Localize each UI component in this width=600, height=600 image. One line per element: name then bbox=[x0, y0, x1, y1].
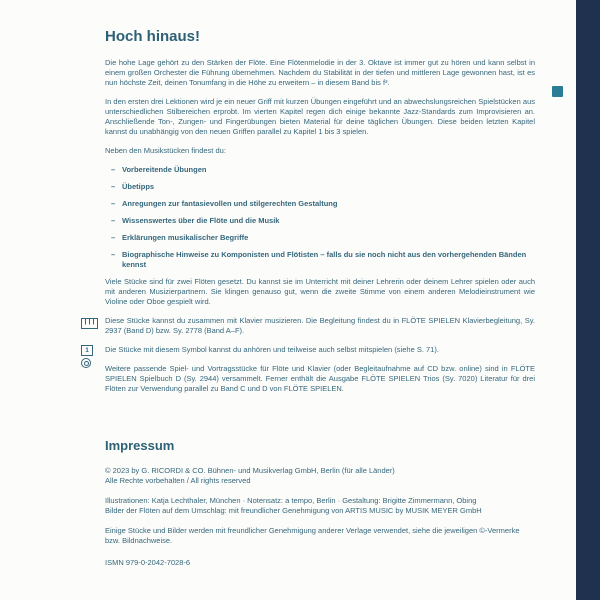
ismn-number: ISMN 979-0-2042-7028-6 bbox=[105, 558, 191, 567]
intro-paragraph-2: In den ersten drei Lektionen wird je ein neuer Griff mit kurzen Übungen eingeführt und an abwechslungsreichen Spielstücken aus unterschiedlichen Stilbereichen erprobt. Im vierten Kapitel regen dich einige bekannte Jazz-Standards zum Improvisieren an. Anschließende Ton-, Zungen- und Fingerübungen bieten Material für deine täglichen Übungen. Diese beiden letzten Kapitel kannst du unabhängig von den neuen Griffen parallel zu Kapitel 1 bis 3 spielen. bbox=[105, 97, 535, 136]
list-item-label: Übetipps bbox=[122, 182, 155, 191]
list-item-label: Erklärungen musikalischer Begriffe bbox=[122, 233, 249, 242]
cd-disc-icon bbox=[81, 358, 91, 368]
list-item bbox=[111, 216, 535, 226]
permissions-block bbox=[105, 526, 535, 546]
list-item bbox=[111, 233, 535, 243]
rights-line: Alle Rechte vorbehalten / All rights reserved bbox=[105, 476, 251, 485]
credits-block bbox=[105, 496, 535, 516]
dash-bullet-icon: – bbox=[111, 216, 116, 225]
page-content bbox=[85, 28, 535, 568]
further-editions-paragraph: Weitere passende Spiel- und Vortragsstücke für Flöte und Klavier (oder Begleitaufnahme auf CD bzw. online) sind in FLÖTE SPIELEN Spielbuch D (Sy. 2944) versammelt. Ferner enthält die Ausgabe FLÖTE SPIELEN Trios (Sy. 7020) Literatur für drei Flöten zur Verwendung parallel zu Band C und D von FLÖTE SPIELEN. bbox=[105, 364, 535, 393]
list-item-label: Anregungen zur fantasievollen und stilgerechten Gestaltung bbox=[122, 199, 338, 208]
cd-note-row bbox=[85, 345, 535, 355]
feature-list bbox=[111, 165, 535, 270]
impressum-title: Impressum bbox=[105, 438, 175, 453]
credits-line-2: Bilder der Flöten auf dem Umschlag: mit freundlicher Genehmigung von ARTIS MUSIC by MUSIK MEYER GmbH bbox=[105, 506, 482, 515]
intro-paragraph-1: Die hohe Lage gehört zu den Stärken der Flöte. Eine Flötenmelodie in der 3. Oktave ist immer gut zu hören und kann selbst in einem großen Orchester die Führung übernehmen. Nachdem du Stabilität in der tiefen und mittleren Lage gewonnen hast, ist es nun höchste Zeit, deinen Tonumfang in die Höhe zu erweitern – in diesem Band bis f³. bbox=[105, 58, 535, 87]
dash-bullet-icon: – bbox=[111, 182, 116, 191]
list-item bbox=[111, 250, 535, 270]
cd-note-text: Die Stücke mit diesem Symbol kannst du anhören und teilweise auch selbst mitspielen (siehe S. 71). bbox=[105, 345, 439, 354]
piano-note-text: Diese Stücke kannst du zusammen mit Klavier musizieren. Die Begleitung findest du in FLÖTE SPIELEN Klavierbegleitung, Sy. 2937 (Band D) bzw. Sy. 2778 (Band A–F). bbox=[105, 316, 535, 335]
cd-track-number: 1 bbox=[81, 345, 93, 356]
dash-bullet-icon: – bbox=[111, 233, 116, 242]
list-item bbox=[111, 199, 535, 209]
piano-note-row bbox=[105, 316, 535, 336]
impressum-section bbox=[105, 438, 535, 568]
piano-keyboard-icon bbox=[81, 316, 101, 334]
list-item-label: Vorbereitende Übungen bbox=[122, 165, 207, 174]
list-intro: Neben den Musikstücken findest du: bbox=[105, 146, 226, 155]
list-item bbox=[111, 165, 535, 175]
duet-paragraph: Viele Stücke sind für zwei Flöten gesetzt. Du kannst sie im Unterricht mit deiner Lehrerin oder deinem Lehrer spielen oder auch mit anderen Musizierpartnern. Sie klingen genauso gut, wenn die zweite Stimme von einem anderen Melodieinstrument wie Violine oder Oboe gespielt wird. bbox=[105, 277, 535, 306]
page-title: Hoch hinaus! bbox=[105, 28, 201, 45]
page-edge-strip bbox=[576, 0, 600, 600]
copyright-block bbox=[105, 466, 535, 486]
copyright-line: © 2023 by G. RICORDI & CO. Bühnen- und Musikverlag GmbH, Berlin (für alle Länder) bbox=[105, 466, 395, 475]
cd-icon bbox=[81, 345, 101, 368]
list-item bbox=[111, 182, 535, 192]
dash-bullet-icon: – bbox=[111, 199, 116, 208]
teal-marker-square bbox=[552, 86, 563, 97]
permissions-text: Einige Stücke und Bilder werden mit freundlicher Genehmigung anderer Verlage verwendet, siehe die jeweiligen ©-Vermerke bzw. Bildnachweise. bbox=[105, 526, 520, 545]
credits-line-1: Illustrationen: Katja Lechthaler, München · Notensatz: a tempo, Berlin · Gestaltung: Brigitte Zimmermann, Obing bbox=[105, 496, 477, 505]
list-item-label: Biographische Hinweise zu Komponisten und Flötisten – falls du sie noch nicht aus den vorhergehenden Bänden kennst bbox=[122, 250, 527, 269]
list-item-label: Wissenswertes über die Flöte und die Musik bbox=[122, 216, 280, 225]
dash-bullet-icon: – bbox=[111, 165, 116, 174]
dash-bullet-icon: – bbox=[111, 250, 116, 259]
